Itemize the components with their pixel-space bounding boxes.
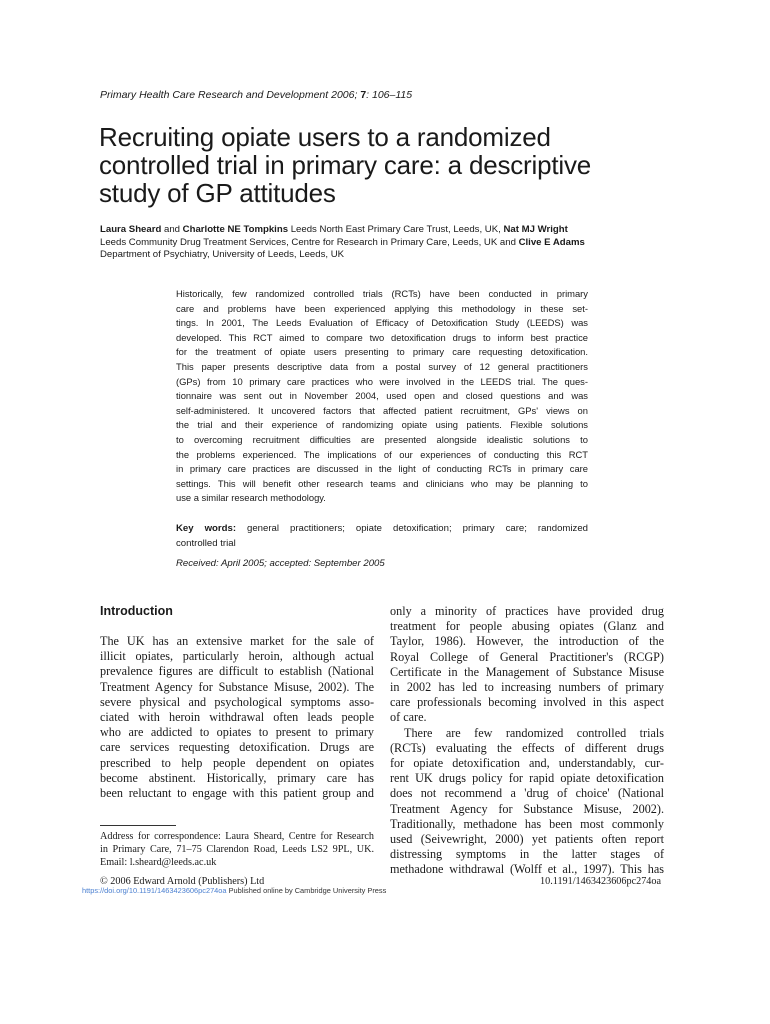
body-line: care services requesting detoxification. Drugs are <box>100 740 374 755</box>
body-line: distressing symptoms in the latter stages of <box>390 847 664 862</box>
body-line: care professionals becoming involved in this aspect <box>390 695 664 710</box>
body-line: rent UK drugs policy for rapid opiate detoxification <box>390 771 664 786</box>
body-line: prevalence figures are difficult to establish (National <box>100 664 374 679</box>
author-connector: and <box>161 224 183 235</box>
doi-link[interactable]: https://doi.org/10.1191/1463423606pc274oa <box>82 886 227 895</box>
title-line: Recruiting opiate users to a randomized <box>99 122 551 152</box>
author-name: Charlotte NE Tompkins <box>182 224 289 235</box>
author-name: Nat MJ Wright <box>503 224 568 235</box>
journal-pages: : 106–115 <box>366 89 413 101</box>
body-line: ciated with heroin withdrawal often leads people <box>100 710 374 725</box>
published-online-text: Published online by Cambridge University Press <box>226 886 387 895</box>
body-line: Royal College of General Practitioner's (RCGP) <box>390 649 664 664</box>
abstract-line: use a similar research methodology. <box>176 492 326 504</box>
abstract-line: self-administered. It uncovered factors that affected patient recruitment, GPs' views on <box>176 404 588 416</box>
body-line: Certificate in the Management of Substance Misuse <box>390 664 664 679</box>
body-line: illicit opiates, particularly heroin, although actual <box>100 649 374 664</box>
body-line: Treatment Agency for Substance Misuse, 2002). <box>390 801 664 816</box>
abstract-line: tings. In 2001, The Leeds Evaluation of Efficacy of Detoxification Study (LEEDS) was <box>176 317 588 329</box>
body-line: of care. <box>390 710 427 725</box>
footnote-line: in Primary Care, 71–75 Clarendon Road, Leeds LS2 9PL, UK. <box>100 844 374 855</box>
author-name: Laura Sheard <box>100 224 162 235</box>
body-line: Traditionally, methadone has been most commonly <box>390 816 664 831</box>
body-line: The UK has an extensive market for the sale of <box>100 634 374 648</box>
footnote-line: Address for correspondence: Laura Sheard, Centre for Research <box>100 831 374 842</box>
author-block <box>100 224 670 262</box>
body-line: in 2002 has led to increasing numbers of primary <box>390 680 664 695</box>
body-line: (RCTs) evaluating the effects of different drugs <box>390 740 664 755</box>
abstract-line: tionnaire was sent out in November 2004, used open and closed questions and was <box>176 390 588 402</box>
abstract-line: in primary care practices are discussed in the light of conducting RCTs in primary care <box>176 463 588 475</box>
received-dates: Received: April 2005; accepted: September 2005 <box>176 558 385 569</box>
published-online-line <box>82 886 386 895</box>
abstract-line: developed. This RCT aimed to compare two detoxification drugs to inform best practice <box>176 331 588 343</box>
journal-year: 2006; <box>328 89 361 101</box>
body-line: been reluctant to engage with this patient group and <box>100 786 374 801</box>
author-affiliation: Leeds North East Primary Care Trust, Leeds, UK, <box>288 224 504 235</box>
body-line: only a minority of practices have provided drug <box>390 604 664 618</box>
abstract-line: care and problems have been experienced applying this methodology in these set- <box>176 302 588 314</box>
body-column-left <box>100 634 374 801</box>
body-line: severe physical and psychological symptoms asso- <box>100 694 374 709</box>
abstract-line: the problems experienced. The implications of our experiences of conducting this RCT <box>176 448 588 460</box>
body-column-right <box>390 604 664 878</box>
journal-volume: 7 <box>360 89 367 101</box>
keywords-line <box>176 521 588 536</box>
abstract-line: settings. This will benefit other research teams and clinicians who may be planning to <box>176 477 588 489</box>
body-line: Taylor, 1986). However, the introduction of the <box>390 634 664 649</box>
author-line <box>100 224 670 237</box>
keywords <box>176 521 588 551</box>
keywords-text: general practitioners; opiate detoxification; primary care; randomized <box>236 523 589 534</box>
author-line <box>100 237 670 250</box>
body-line: There are few randomized controlled trials <box>404 725 664 740</box>
author-line <box>100 249 670 262</box>
body-line: used (Seivewright, 2000) yet patients often report <box>390 832 664 847</box>
body-line: become abstinent. Historically, primary care has <box>100 770 374 785</box>
keywords-label: Key words: <box>176 523 237 534</box>
author-name: Clive E Adams <box>518 236 585 248</box>
section-heading-introduction: Introduction <box>100 604 173 618</box>
body-line: methadone withdrawal (Wolff et al., 1997). This has <box>390 862 664 877</box>
correspondence-footnote <box>100 830 374 869</box>
footnote-divider <box>100 825 176 826</box>
copyright-notice: © 2006 Edward Arnold (Publishers) Ltd <box>100 876 265 887</box>
keywords-line: controlled trial <box>176 538 236 549</box>
body-line: prescribed to help people dependent on opiates <box>100 755 374 770</box>
author-affiliation: Leeds Community Drug Treatment Services, Centre for Research in Primary Care, Leeds, UK and <box>100 236 519 248</box>
title-line: controlled trial in primary care: a descriptive <box>99 150 592 180</box>
abstract-line: to overcoming recruitment difficulties are presented alongside idealistic solutions to <box>176 433 588 445</box>
title-line: study of GP attitudes <box>99 178 336 208</box>
abstract-line: This paper presents descriptive data from a postal survey of 12 general practitioners <box>176 360 588 372</box>
abstract-line: (GPs) from 10 primary care practices who were involved in the LEEDS trial. The ques- <box>176 375 588 387</box>
paper-title <box>99 123 669 207</box>
journal-name: Primary Health Care Research and Development <box>100 89 329 101</box>
body-line: for opiate detoxification and, understandably, cur- <box>390 756 664 771</box>
abstract <box>176 287 588 506</box>
abstract-line: the trial and their experience of randomizing opiate using patients. Flexible solutions <box>176 419 588 431</box>
body-line: Treatment Agency for Substance Misuse, 2002). The <box>100 679 374 694</box>
abstract-line: Historically, few randomized controlled trials (RCTs) have been conducted in primary <box>176 288 588 299</box>
journal-citation <box>100 89 660 101</box>
doi-code: 10.1191/1463423606pc274oa <box>540 876 662 887</box>
author-affiliation: Department of Psychiatry, University of Leeds, Leeds, UK <box>100 249 345 261</box>
body-line: who are addicted to opiates to present to primary <box>100 725 374 740</box>
abstract-line: for the treatment of opiate users presenting to primary care requesting detoxification. <box>176 346 588 358</box>
body-line: treatment for people abusing opiates (Glanz and <box>390 619 664 634</box>
body-line: does not recommend a 'drug of choice' (National <box>390 786 664 801</box>
footnote-line: Email: l.sheard@leeds.ac.uk <box>100 857 217 868</box>
